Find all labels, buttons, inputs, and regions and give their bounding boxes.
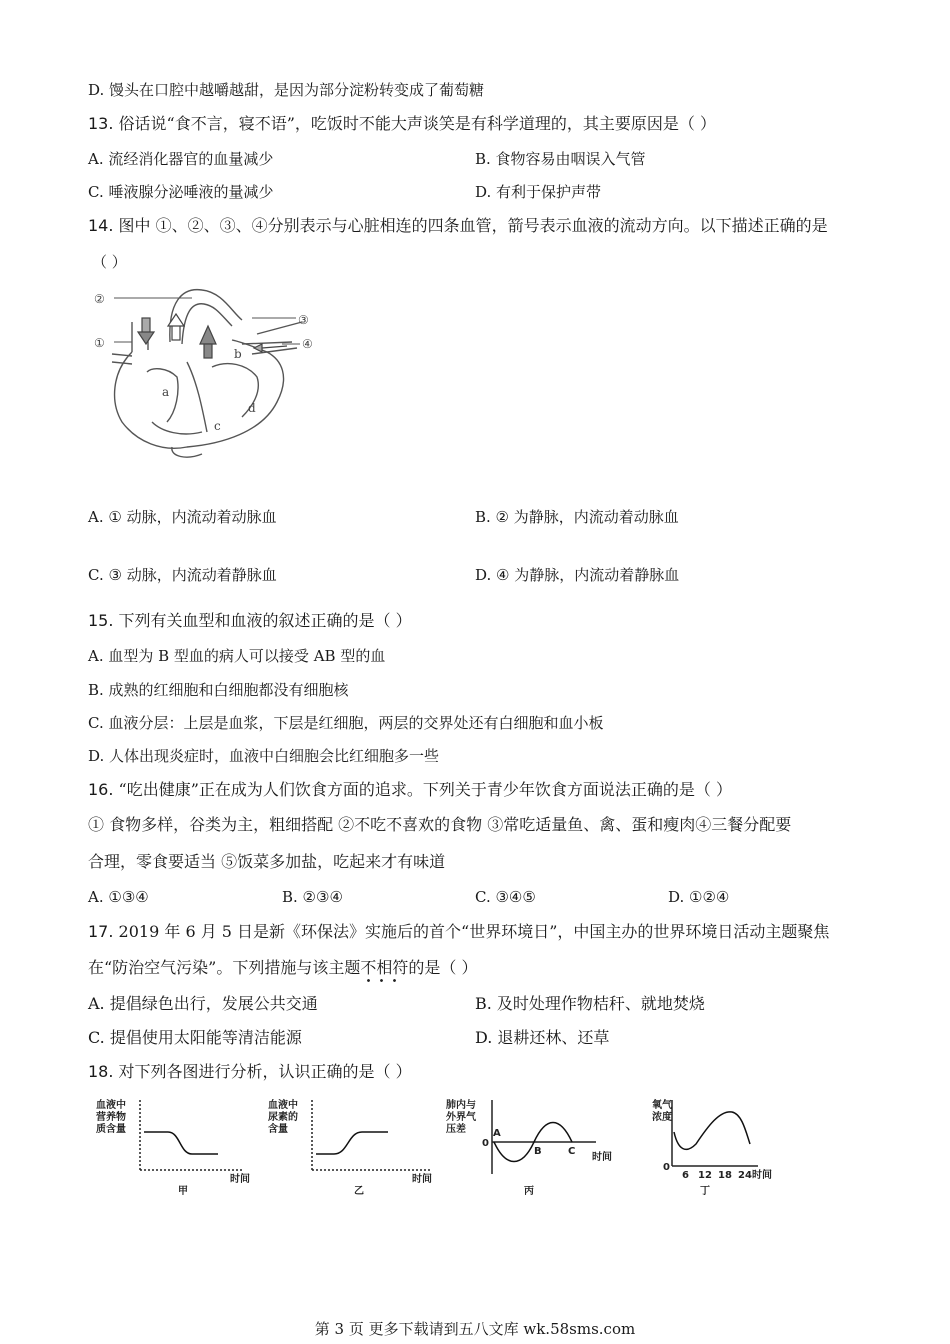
- q17-stem-text: 2019 年 6 月 5 日是新《环保法》实施后的首个“世界环境日”，中国主办的世界环境日活动主题聚焦: [118, 922, 830, 941]
- q15-number: 15.: [88, 611, 114, 630]
- graph-bing-name: 丙: [524, 1186, 534, 1197]
- graph-bing: [446, 1096, 626, 1200]
- q17-option-c: C. 提倡使用太阳能等清洁能源: [88, 1028, 302, 1047]
- label-vessel-4: ④: [302, 337, 313, 351]
- q15-stem: [88, 611, 412, 631]
- label-chamber-b: b: [234, 347, 242, 361]
- q17-stem-line2-a: 在“防治空气污染”。下列措施与该主题: [88, 958, 361, 977]
- graph-ding-origin: 0: [663, 1162, 670, 1173]
- label-chamber-a: a: [162, 385, 170, 399]
- q13-option-c: C. 唾液腺分泌唾液的量减少: [88, 183, 274, 201]
- q14-number: 14.: [88, 216, 114, 235]
- graph-jia-ylabel-3: 质含量: [96, 1124, 126, 1135]
- q15-stem-text: 下列有关血型和血液的叙述正确的是（ ）: [118, 611, 412, 630]
- q14-option-d: D. ④ 为静脉，内流动着静脉血: [475, 566, 680, 584]
- graph-yi: [268, 1096, 448, 1200]
- q13-option-b: B. 食物容易由咽误入气管: [475, 150, 646, 168]
- graph-yi-name: 乙: [354, 1186, 364, 1197]
- graph-ding-name: 丁: [700, 1186, 710, 1197]
- q14-stem-text: 图中 ①、②、③、④分别表示与心脏相连的四条血管，箭号表示血液的流动方向。以下描述正确的是: [118, 216, 828, 235]
- graph-jia-ylabel-1: 血液中: [96, 1100, 126, 1111]
- q17-number: 17.: [88, 922, 114, 941]
- q15-option-a: A. 血型为 B 型血的病人可以接受 AB 型的血: [88, 647, 386, 665]
- q17-stem-line2: [88, 958, 477, 978]
- graph-ding-ylabel-2: 浓度: [652, 1112, 672, 1123]
- label-vessel-2: ②: [94, 292, 105, 306]
- graph-ding-tick-18: 18: [718, 1170, 732, 1181]
- q16-number: 16.: [88, 780, 114, 799]
- q15-option-c: C. 血液分层：上层是血浆，下层是红细胞，两层的交界处还有白细胞和血小板: [88, 714, 604, 732]
- graph-bing-xlabel: 时间: [592, 1152, 612, 1163]
- q16-stem: [88, 780, 732, 800]
- graph-ding-tick-24: 24: [738, 1170, 752, 1181]
- graph-yi-ylabel-2: 尿素的: [268, 1112, 298, 1123]
- q18-stem: [88, 1062, 412, 1082]
- q17-emphasis-not-match: 不相符: [360, 958, 409, 977]
- graph-bing-ylabel-1: 肺内与: [446, 1100, 476, 1111]
- q14-paren: （ ）: [92, 253, 127, 271]
- graph-bing-origin: 0: [482, 1138, 489, 1149]
- q15-option-b: B. 成熟的红细胞和白细胞都没有细胞核: [88, 681, 349, 699]
- q16-option-c: C. ③④⑤: [475, 888, 536, 906]
- graph-jia-ylabel-2: 营养物: [96, 1112, 126, 1123]
- q17-stem-line2-b: 的是（ ）: [408, 958, 478, 977]
- graph-yi-curve: [316, 1132, 388, 1154]
- graph-ding-tick-6: 6: [682, 1170, 689, 1181]
- q17-option-b: B. 及时处理作物桔秆、就地焚烧: [475, 994, 705, 1013]
- q16-statements-line1: ① 食物多样，谷类为主，粗细搭配 ②不吃不喜欢的食物 ③常吃适量鱼、禽、蛋和瘦肉④三餐分配要: [88, 815, 792, 834]
- q16-option-d: D. ①②④: [668, 888, 730, 906]
- q14-option-c: C. ③ 动脉，内流动着静脉血: [88, 566, 277, 584]
- graph-jia-xlabel: 时间: [230, 1174, 250, 1185]
- q16-stem-text: “吃出健康”正在成为人们饮食方面的追求。下列关于青少年饮食方面说法正确的是（ ）: [118, 780, 732, 799]
- label-chamber-c: c: [214, 419, 221, 433]
- graph-ding: [646, 1096, 786, 1200]
- q13-number: 13.: [88, 114, 114, 133]
- graph-bing-point-c: C: [568, 1146, 576, 1157]
- graph-ding-ylabel-1: 氧气: [652, 1100, 672, 1111]
- graph-ding-tick-12: 12: [698, 1170, 712, 1181]
- page-footer: 第 3 页 更多下载请到五八文库 wk.58sms.com: [314, 1320, 636, 1338]
- q14-option-b: B. ② 为静脉，内流动着动脉血: [475, 508, 679, 526]
- q15-option-d: D. 人体出现炎症时，血液中白细胞会比红细胞多一些: [88, 747, 440, 765]
- graph-bing-point-b: B: [534, 1146, 542, 1157]
- label-vessel-3: ③: [298, 313, 309, 327]
- q13-stem-text: 俗话说“食不言，寝不语”，吃饭时不能大声谈笑是有科学道理的，其主要原因是（ ）: [118, 114, 716, 133]
- q16-option-a: A. ①③④: [88, 888, 149, 906]
- q14-option-a: A. ① 动脉，内流动着动脉血: [88, 508, 277, 526]
- q13-stem: [88, 114, 716, 134]
- q17-option-a: A. 提倡绿色出行，发展公共交通: [88, 994, 318, 1013]
- q18-stem-text: 对下列各图进行分析，认识正确的是（ ）: [118, 1062, 412, 1081]
- q17-stem: [88, 922, 829, 942]
- q16-statements-line2: 合理，零食要适当 ⑤饭菜多加盐，吃起来才有味道: [88, 852, 446, 871]
- heart-diagram: [92, 282, 322, 462]
- graph-yi-ylabel-3: 含量: [268, 1124, 288, 1135]
- q18-number: 18.: [88, 1062, 114, 1081]
- q13-option-a: A. 流经消化器官的血量减少: [88, 150, 274, 168]
- q13-option-d: D. 有利于保护声带: [475, 183, 602, 201]
- graph-yi-xlabel: 时间: [412, 1174, 432, 1185]
- graph-bing-ylabel-3: 压差: [446, 1124, 466, 1135]
- graph-yi-ylabel-1: 血液中: [268, 1100, 298, 1111]
- q14-stem: [88, 216, 828, 236]
- graph-ding-curve: [674, 1112, 750, 1150]
- graph-jia-name: 甲: [178, 1186, 188, 1197]
- q16-option-b: B. ②③④: [282, 888, 343, 906]
- label-vessel-1: ①: [94, 336, 105, 350]
- label-chamber-d: d: [248, 401, 256, 415]
- graph-jia: [96, 1096, 266, 1200]
- q12-option-d: D. 馒头在口腔中越嚼越甜，是因为部分淀粉转变成了葡萄糖: [88, 81, 485, 99]
- q17-option-d: D. 退耕还林、还草: [475, 1028, 610, 1047]
- graph-ding-xlabel: 时间: [752, 1170, 772, 1181]
- graph-jia-curve: [144, 1132, 218, 1154]
- graph-bing-ylabel-2: 外界气: [446, 1112, 476, 1123]
- graph-bing-point-a: A: [493, 1128, 501, 1139]
